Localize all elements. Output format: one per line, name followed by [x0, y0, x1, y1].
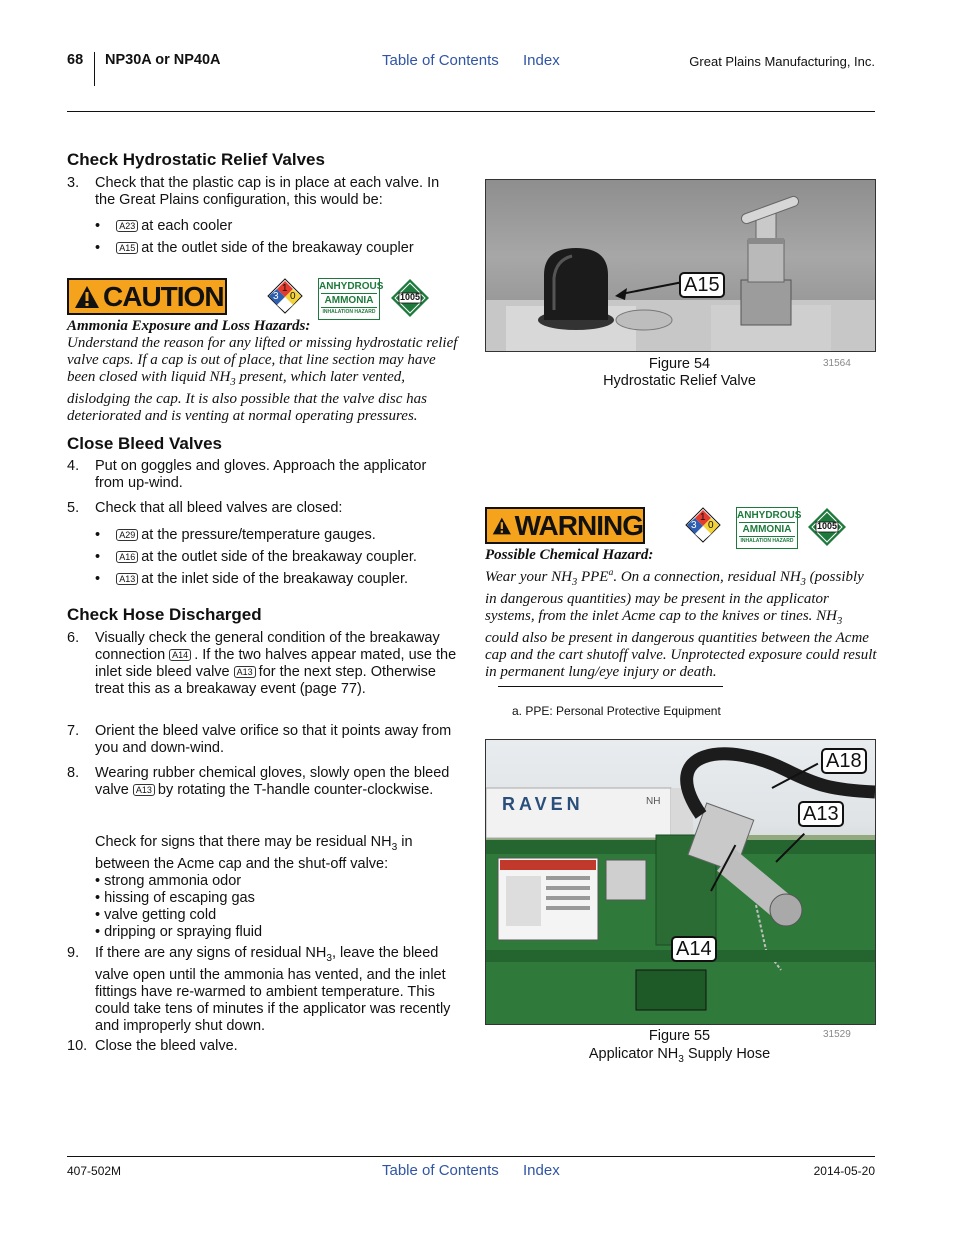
figure-54-photo: [485, 179, 876, 352]
section-title-relief-valves: Check Hydrostatic Relief Valves: [67, 150, 325, 169]
text-run: Check for signs that there may be residual NH: [95, 834, 392, 850]
nfpa-flammability: 1: [700, 512, 706, 523]
caption-line: Figure 55: [648, 1028, 711, 1044]
applicator-hose-illustration: [486, 740, 875, 1024]
nfpa-flammability: 1: [282, 283, 288, 294]
nfpa-reactivity: 0: [290, 291, 296, 302]
placard-line: ANHYDROUS: [319, 281, 384, 292]
model-title: NP30A or NP40A: [105, 52, 221, 68]
step-10: [67, 1038, 459, 1055]
nfpa-health: 3: [691, 520, 697, 531]
step-text: Put on goggles and gloves. Approach the applicator from up-wind.: [95, 458, 427, 491]
list-item: • A13 at the inlet side of the breakaway coupler.: [95, 571, 409, 587]
footnote-marker: a: [608, 567, 614, 578]
step-4: [67, 458, 457, 492]
section-title-bleed-valves: Close Bleed Valves: [67, 434, 222, 453]
step-3: [67, 175, 457, 209]
text-run: . If the two halves appear mated, use the inlet side bleed valve: [95, 647, 457, 680]
step-text: Close the bleed valve.: [95, 1038, 238, 1054]
raven-brand-label: RAVEN: [502, 794, 584, 814]
placard-line: AMMONIA: [321, 293, 377, 308]
text-run: in between the Acme cap and the shut-off valve:: [95, 834, 413, 872]
warning-triangle-icon: [74, 285, 100, 309]
relief-valve-illustration: [486, 180, 875, 351]
caution-hazard-title: Ammonia Exposure and Loss Hazards:: [67, 318, 311, 334]
hazard-text: Understand the reason for any lifted or missing hydrostatic relief valve caps. If a cap is out of place, that line section may have been closed with liquid NH: [67, 335, 458, 385]
step-number: 8.: [67, 765, 80, 781]
list-item: • hissing of escaping gas: [95, 889, 255, 906]
caption-line: Hydrostatic Relief Valve: [603, 373, 756, 389]
toc-link-header[interactable]: Table of Contents: [382, 52, 499, 69]
caution-signal-word: CAUTION: [103, 280, 224, 312]
step-text: [95, 630, 459, 698]
bullet-text: at the inlet side of the breakaway coupler.: [141, 571, 409, 587]
placard-line: ANHYDROUS: [737, 510, 802, 521]
subscript: 3: [800, 577, 806, 588]
un-1005-placard-icon: [390, 278, 430, 318]
list-item: • A29 at the pressure/temperature gauges.: [95, 527, 376, 543]
step-number: 5.: [67, 500, 80, 516]
un-1005-placard-icon: [807, 507, 847, 547]
list-item: • A16 at the outlet side of the breakaway coupler.: [95, 549, 417, 565]
step-number: 6.: [67, 630, 80, 646]
callout-a15: A15: [679, 272, 725, 298]
figure-55-caption: [485, 1027, 874, 1069]
ref-badge: A14: [169, 649, 191, 661]
doc-number: 407-502M: [67, 1164, 122, 1178]
text-run: PPE: [577, 569, 609, 585]
text-run: Applicator NH: [588, 1046, 679, 1062]
ref-badge: A23: [116, 220, 138, 232]
ref-badge: A13: [133, 784, 155, 796]
figure-54-caption: [485, 356, 874, 390]
step-8: [67, 765, 459, 799]
residual-check-text: [95, 834, 459, 873]
placard-line: AMMONIA: [739, 522, 795, 537]
bullet-text: at the pressure/temperature gauges.: [141, 527, 376, 543]
anhydrous-ammonia-placard: [736, 507, 802, 549]
footnote-rule: [498, 686, 723, 687]
subscript: 3: [391, 841, 398, 853]
step-number: 4.: [67, 458, 80, 474]
text-run: Wearing rubber chemical gloves, slowly open the bleed valve: [95, 765, 450, 798]
text-run: (possibly in dangerous quantities) may be present in the applicator systems, from the inlet Acme cap to the knives or tines. NH: [485, 569, 864, 624]
list-item: • strong ammonia odor: [95, 872, 242, 889]
hazard-text: present, which later vented, dislodging the cap. It is also possible that the valve disc has deteriorated and is venting at normal operating pressures.: [67, 369, 427, 424]
header-divider: [94, 52, 95, 86]
company-name: Great Plains Manufacturing, Inc.: [689, 54, 875, 69]
text-run: , leave the bleed valve open until the ammonia has vented, and the inlet fittings have re-warmed to ambient temperature. This could take tens of minutes if the applicator was recently and improperly shut down.: [95, 945, 451, 1034]
caution-hazard-text: [67, 335, 459, 425]
text-run: for the next step. Otherwise treat this as a breakaway event (page 77).: [95, 664, 436, 697]
text-run: . On a connection, residual NH: [613, 569, 801, 585]
nfpa-reactivity: 0: [708, 520, 714, 531]
caution-banner: [67, 278, 227, 315]
step-9: [67, 945, 459, 1035]
un-number: 1005: [400, 292, 421, 302]
nfpa-diamond-icon: [685, 507, 721, 543]
list-item: • A15 at the outlet side of the breakaway coupler: [95, 240, 414, 256]
warning-triangle-icon: [492, 514, 512, 538]
photo-id-55: 31529: [823, 1029, 851, 1040]
warning-hazard-text: [485, 564, 877, 681]
callout-a14: A14: [671, 936, 717, 962]
list-item: • valve getting cold: [95, 906, 217, 923]
step-7: [67, 723, 459, 757]
doc-date: 2014-05-20: [813, 1164, 875, 1178]
residual-check: [95, 834, 459, 941]
bullet-list-bleed-valves: [95, 527, 465, 593]
index-link-header[interactable]: Index: [523, 52, 560, 69]
subscript: 3: [678, 1053, 684, 1065]
text-run: Visually check the general condition of the breakaway connection: [95, 630, 440, 663]
figure-55-photo: [485, 739, 876, 1025]
nfpa-health: 3: [273, 291, 279, 302]
list-item: • A23 at each cooler: [95, 218, 233, 234]
toc-link-footer[interactable]: Table of Contents: [382, 1162, 499, 1179]
page-number: 68: [67, 52, 84, 68]
anhydrous-ammonia-placard: [318, 278, 384, 320]
text-run: If there are any signs of residual NH: [95, 945, 327, 961]
subscript: 3: [837, 616, 843, 627]
ref-badge: A13: [234, 666, 256, 678]
step-6: [67, 630, 459, 698]
text-run: Wear your NH: [485, 569, 572, 585]
callout-a18: A18: [821, 748, 867, 774]
bullet-text: at each cooler: [141, 218, 233, 234]
subscript: 3: [230, 377, 236, 388]
un-number: 1005: [817, 521, 838, 531]
step-text: Check that all bleed valves are closed:: [95, 500, 343, 516]
step-number: 9.: [67, 945, 80, 961]
step-text: [95, 765, 459, 799]
placard-line: INHALATION HAZARD: [740, 538, 794, 544]
step-text: Orient the bleed valve orifice so that it points away from you and down-wind.: [95, 723, 452, 756]
ref-badge: A29: [116, 529, 138, 541]
caption-line: Figure 54: [648, 356, 711, 372]
header-rule: [67, 111, 875, 112]
bullet-text: at the outlet side of the breakaway coupler.: [141, 549, 417, 565]
step-number: 10.: [67, 1038, 88, 1054]
callout-arrowhead-icon: [615, 288, 627, 300]
step-text: Check that the plastic cap is in place at each valve. In the Great Plains configuration, this would be:: [95, 175, 440, 208]
nfpa-diamond-icon: [267, 278, 303, 314]
subscript: 3: [571, 577, 578, 588]
text-run: by rotating the T-handle counter-clockwise.: [157, 782, 434, 798]
list-item: • dripping or spraying fluid: [95, 923, 263, 940]
warning-hazard-title: Possible Chemical Hazard:: [485, 547, 654, 563]
photo-id-54: 31564: [823, 358, 851, 369]
ref-badge: A16: [116, 551, 138, 563]
footnote-ppe: a. PPE: Personal Protective Equipment: [512, 704, 721, 718]
subscript: 3: [326, 952, 332, 964]
text-run: Supply Hose: [683, 1046, 771, 1062]
index-link-footer[interactable]: Index: [523, 1162, 560, 1179]
footer-rule: [67, 1156, 875, 1157]
step-number: 3.: [67, 175, 80, 191]
warning-signal-word: WARNING: [514, 509, 643, 541]
caption-line: [485, 1045, 874, 1069]
bullet-text: at the outlet side of the breakaway coupler: [141, 240, 414, 256]
callout-a13: A13: [798, 801, 844, 827]
step-number: 7.: [67, 723, 80, 739]
ref-badge: A13: [116, 573, 138, 585]
text-run: could also be present in dangerous quantities between the Acme cap and the cart shutoff valve. Unprotected exposure could result in permanent lung/eye injury or death.: [485, 630, 877, 680]
step-5: [67, 500, 457, 517]
warning-banner: [485, 507, 645, 544]
step-text: [95, 945, 459, 1035]
placard-line: INHALATION HAZARD: [322, 309, 376, 315]
nh-label: NH: [646, 796, 661, 807]
section-title-hose-discharged: Check Hose Discharged: [67, 605, 262, 624]
bullet-list-caps: [95, 218, 465, 262]
ref-badge: A15: [116, 242, 138, 254]
